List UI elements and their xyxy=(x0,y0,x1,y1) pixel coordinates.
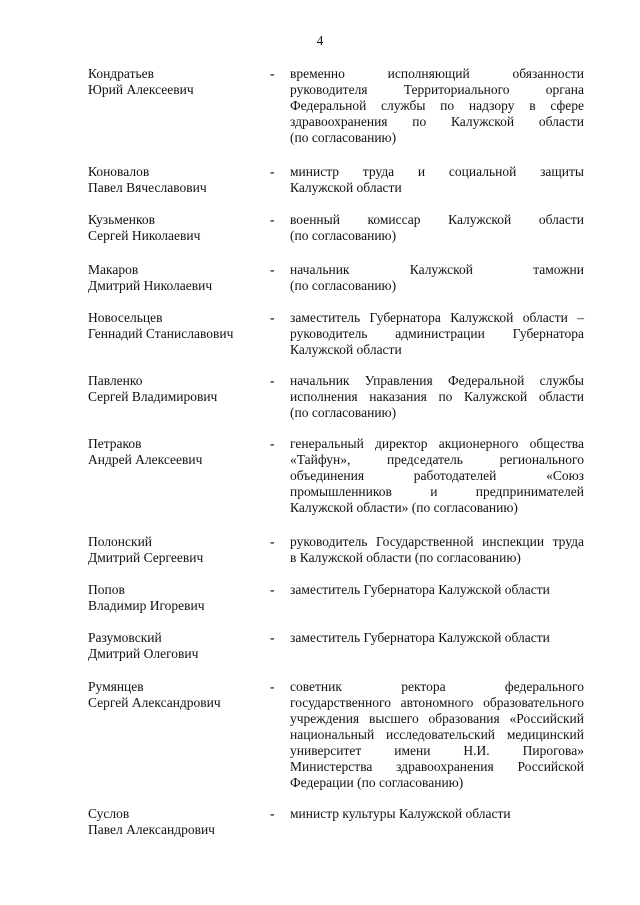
position-line: промышленников и предпринимателей xyxy=(290,484,584,499)
position-line: (по согласованию) xyxy=(290,278,397,293)
member-surname: Румянцев xyxy=(88,679,144,694)
member-given-names: Павел Вячеславович xyxy=(88,180,207,195)
member-given-names: Дмитрий Сергеевич xyxy=(88,550,204,565)
member-surname: Попов xyxy=(88,582,125,597)
member-position xyxy=(290,679,584,791)
position-line: руководитель администрации Губернатора xyxy=(290,326,584,341)
position-line: начальник Управления Федеральной службы xyxy=(290,373,584,388)
member-name xyxy=(88,212,263,244)
dash-separator: - xyxy=(270,66,275,81)
dash-separator: - xyxy=(270,582,275,597)
position-line: Федерации (по согласованию) xyxy=(290,775,464,790)
position-line: объединения работодателей «Союз xyxy=(290,468,584,483)
member-name xyxy=(88,262,263,294)
position-line: (по согласованию) xyxy=(290,228,397,243)
member-position xyxy=(290,806,584,822)
member-surname: Кондратьев xyxy=(88,66,154,81)
dash-separator: - xyxy=(270,534,275,549)
member-position xyxy=(290,630,584,646)
member-surname: Полонский xyxy=(88,534,153,549)
member-position xyxy=(290,582,584,598)
position-line: военный комиссар Калужской области xyxy=(290,212,584,227)
member-surname: Кузьменков xyxy=(88,212,155,227)
member-given-names: Дмитрий Олегович xyxy=(88,646,199,661)
position-line: заместитель Губернатора Калужской области – xyxy=(290,310,584,325)
position-line: министр культуры Калужской области xyxy=(290,806,511,821)
dash-separator: - xyxy=(270,373,275,388)
position-line: руководителя Территориального органа xyxy=(290,82,584,97)
member-name xyxy=(88,679,263,711)
position-line: Калужской области» (по согласованию) xyxy=(290,500,518,515)
position-line: руководитель Государственной инспекции труда xyxy=(290,534,584,549)
member-surname: Павленко xyxy=(88,373,143,388)
position-line: (по согласованию) xyxy=(290,405,397,420)
member-position xyxy=(290,212,584,244)
position-line: начальник Калужской таможни xyxy=(290,262,584,277)
member-position xyxy=(290,164,584,196)
member-position xyxy=(290,310,584,358)
position-line: исполнения наказания по Калужской области xyxy=(290,389,584,404)
dash-separator: - xyxy=(270,630,275,645)
dash-separator: - xyxy=(270,436,275,451)
position-line: здравоохранения по Калужской области xyxy=(290,114,584,129)
dash-separator: - xyxy=(270,262,275,277)
member-name xyxy=(88,582,263,614)
member-name xyxy=(88,373,263,405)
member-name xyxy=(88,164,263,196)
member-name xyxy=(88,310,263,342)
member-surname: Макаров xyxy=(88,262,139,277)
member-given-names: Сергей Николаевич xyxy=(88,228,201,243)
member-surname: Петраков xyxy=(88,436,142,451)
member-given-names: Дмитрий Николаевич xyxy=(88,278,213,293)
member-position xyxy=(290,262,584,294)
dash-separator: - xyxy=(270,806,275,821)
dash-separator: - xyxy=(270,310,275,325)
member-surname: Суслов xyxy=(88,806,130,821)
member-surname: Разумовский xyxy=(88,630,162,645)
member-name xyxy=(88,534,263,566)
position-line: министр труда и социальной защиты xyxy=(290,164,584,179)
position-line: в Калужской области (по согласованию) xyxy=(290,550,521,565)
member-name xyxy=(88,436,263,468)
member-given-names: Геннадий Станиславович xyxy=(88,326,234,341)
position-line: национальный исследовательский медицинский xyxy=(290,727,584,742)
dash-separator: - xyxy=(270,164,275,179)
position-line: учреждения высшего образования «Российский xyxy=(290,711,584,726)
page-number: 4 xyxy=(316,33,324,48)
member-name xyxy=(88,66,263,98)
member-position xyxy=(290,534,584,566)
dash-separator: - xyxy=(270,679,275,694)
position-line: государственного автономного образовательного xyxy=(290,695,584,710)
member-name xyxy=(88,630,263,662)
position-line: заместитель Губернатора Калужской области xyxy=(290,582,550,597)
member-position xyxy=(290,66,584,146)
member-position xyxy=(290,436,584,516)
position-line: (по согласованию) xyxy=(290,130,397,145)
position-line: Министерства здравоохранения Российской xyxy=(290,759,584,774)
member-given-names: Владимир Игоревич xyxy=(88,598,205,613)
member-given-names: Сергей Александрович xyxy=(88,695,221,710)
position-line: «Тайфун», председатель регионального xyxy=(290,452,584,467)
member-surname: Новосельцев xyxy=(88,310,163,325)
member-surname: Коновалов xyxy=(88,164,150,179)
position-line: Федеральной службы по надзору в сфере xyxy=(290,98,584,113)
position-line: Калужской области xyxy=(290,180,402,195)
position-line: университет имени Н.И. Пирогова» xyxy=(290,743,584,758)
member-position xyxy=(290,373,584,421)
dash-separator: - xyxy=(270,212,275,227)
position-line: заместитель Губернатора Калужской области xyxy=(290,630,550,645)
member-given-names: Андрей Алексеевич xyxy=(88,452,203,467)
member-given-names: Сергей Владимирович xyxy=(88,389,218,404)
position-line: советник ректора федерального xyxy=(290,679,584,694)
position-line: генеральный директор акционерного общества xyxy=(290,436,584,451)
member-given-names: Павел Александрович xyxy=(88,822,215,837)
member-name xyxy=(88,806,263,838)
position-line: временно исполняющий обязанности xyxy=(290,66,584,81)
member-given-names: Юрий Алексеевич xyxy=(88,82,194,97)
position-line: Калужской области xyxy=(290,342,402,357)
